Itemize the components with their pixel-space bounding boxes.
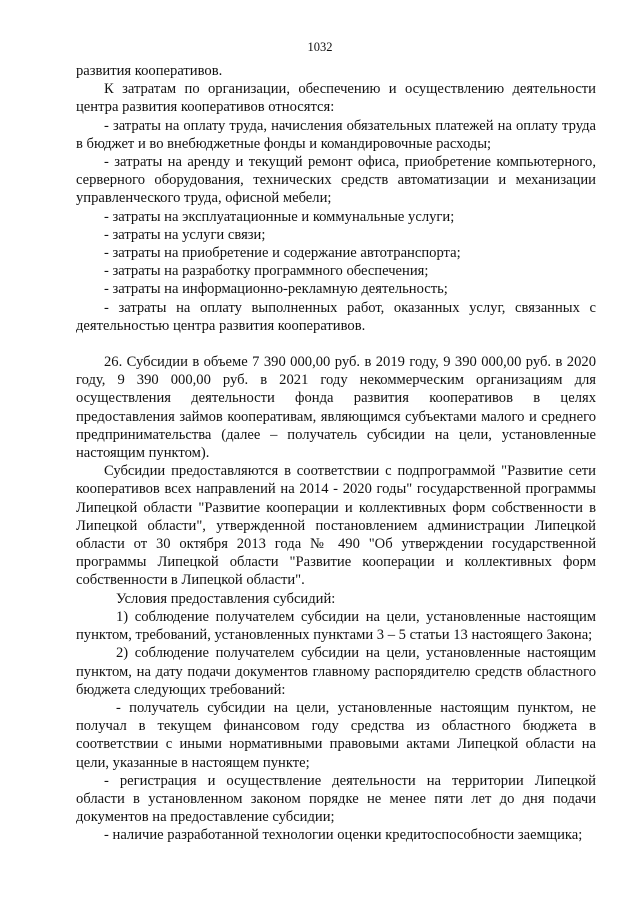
paragraph: - затраты на информационно-рекламную деятельность;	[104, 281, 448, 298]
paragraph: - затраты на разработку программного обеспечения;	[104, 263, 429, 280]
paragraph: - затраты на приобретение и содержание автотранспорта;	[104, 245, 461, 262]
paragraph: - получатель субсидии на цели, установленные настоящим пунктом, не получал в текущем финансовом году средства из областного бюджета в соответствии с иными нормативными правовыми актами Липецкой области на цели, указанные в настоящем пункте;	[76, 699, 596, 771]
paragraph: 1) соблюдение получателем субсидии на цели, установленные настоящим пунктом, требований, установленных пунктами 3 – 5 статьи 13 настоящего Закона;	[76, 608, 596, 644]
paragraph: 2) соблюдение получателем субсидии на цели, установленные настоящим пунктом, на дату подачи документов главному распорядителю средств областного бюджета следующих требований:	[76, 645, 596, 698]
paragraph: Субсидии предоставляются в соответствии с подпрограммой "Развитие сети кооперативов всех направлений на 2014 - 2020 годы" государственной программы Липецкой области "Развитие кооперации и коллективных форм собственности в Липецкой области", утвержденной постановлением администрации Липецкой области от 30 октября 2013 года № 490 "Об утверждении государственной программы Липецкой области "Развитие кооперации и коллективных форм собственности в Липецкой области".	[76, 463, 596, 589]
paragraph: К затратам по организации, обеспечению и осуществлению деятельности центра развития кооперативов относятся:	[76, 81, 596, 116]
paragraph-gap	[76, 335, 596, 353]
paragraph: - затраты на аренду и текущий ремонт офиса, приобретение компьютерного, серверного оборудования, технических средств автоматизации и механизации управленческого труда, офисной мебели;	[76, 154, 596, 207]
paragraph: 26. Субсидии в объеме 7 390 000,00 руб. в 2019 году, 9 390 000,00 руб. в 2020 году, 9 390 000,00 руб. в 2021 году некоммерческим организациям для осуществления деятельности фонда развития кооперативов в целях предоставления займов кооперативам, являющимся субъектами малого и среднего предпринимательства (далее – получатель субсидии на цели, установленные настоящим пунктом).	[76, 354, 596, 462]
paragraph: - регистрация и осуществление деятельности на территории Липецкой области в установленном законом порядке не менее пяти лет до дня подачи документов на предоставление субсидии;	[76, 772, 596, 826]
paragraph: - затраты на оплату выполненных работ, оказанных услуг, связанных с деятельностью центра развития кооперативов.	[76, 299, 596, 334]
paragraph: - затраты на услуги связи;	[104, 226, 266, 243]
paragraph: Условия предоставления субсидий:	[116, 590, 336, 607]
body-text	[76, 62, 596, 845]
paragraph: - наличие разработанной технологии оценки кредитоспособности заемщика;	[104, 827, 583, 844]
page-number: 1032	[307, 40, 333, 54]
paragraph: - затраты на эксплуатационные и коммунальные услуги;	[104, 208, 455, 225]
paragraph: развития кооперативов.	[76, 63, 223, 79]
paragraph: - затраты на оплату труда, начисления обязательных платежей на оплату труда в бюджет и во внебюджетные фонды и командировочные расходы;	[76, 117, 596, 152]
